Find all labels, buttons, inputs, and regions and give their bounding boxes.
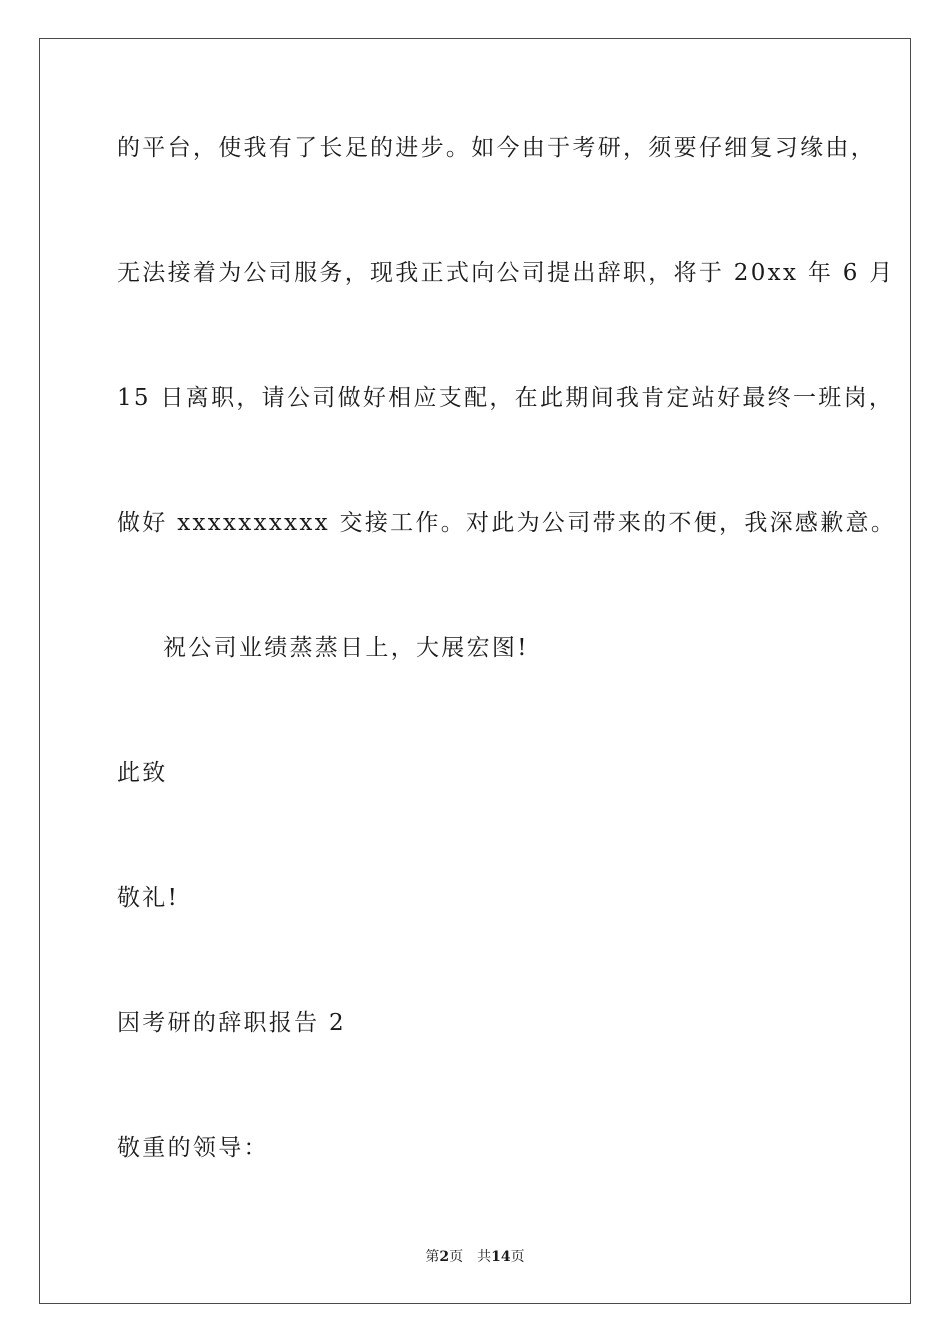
- footer-total-suffix: 页: [510, 1249, 525, 1265]
- body-line-1: 的平台，使我有了长足的进步。如今由于考研，须要仔细复习缘由，: [117, 135, 876, 161]
- salutation-jingli: 敬礼!: [117, 885, 180, 911]
- closing-wish: 祝公司业绩蒸蒸日上，大展宏图!: [163, 635, 529, 661]
- footer-page-suffix: 页: [449, 1249, 464, 1265]
- page-footer: [0, 1248, 950, 1266]
- body-line-3: 15 日离职，请公司做好相应支配，在此期间我肯定站好最终一班岗，: [117, 385, 895, 411]
- greeting-line: 敬重的领导：: [117, 1135, 269, 1161]
- footer-page-current: 2: [439, 1249, 450, 1265]
- footer-page-prefix: 第: [425, 1249, 440, 1265]
- page-border: [39, 38, 911, 1304]
- salutation-cizhi: 此致: [117, 760, 168, 786]
- footer-total-pages: 14: [491, 1249, 511, 1265]
- body-line-2: 无法接着为公司服务，现我正式向公司提出辞职，将于 20xx 年 6 月: [117, 260, 895, 286]
- footer-total-prefix: 共: [477, 1249, 492, 1265]
- body-line-4: 做好 xxxxxxxxxx 交接工作。对此为公司带来的不便，我深感歉意。: [117, 510, 897, 536]
- section-heading: 因考研的辞职报告 2: [117, 1010, 346, 1036]
